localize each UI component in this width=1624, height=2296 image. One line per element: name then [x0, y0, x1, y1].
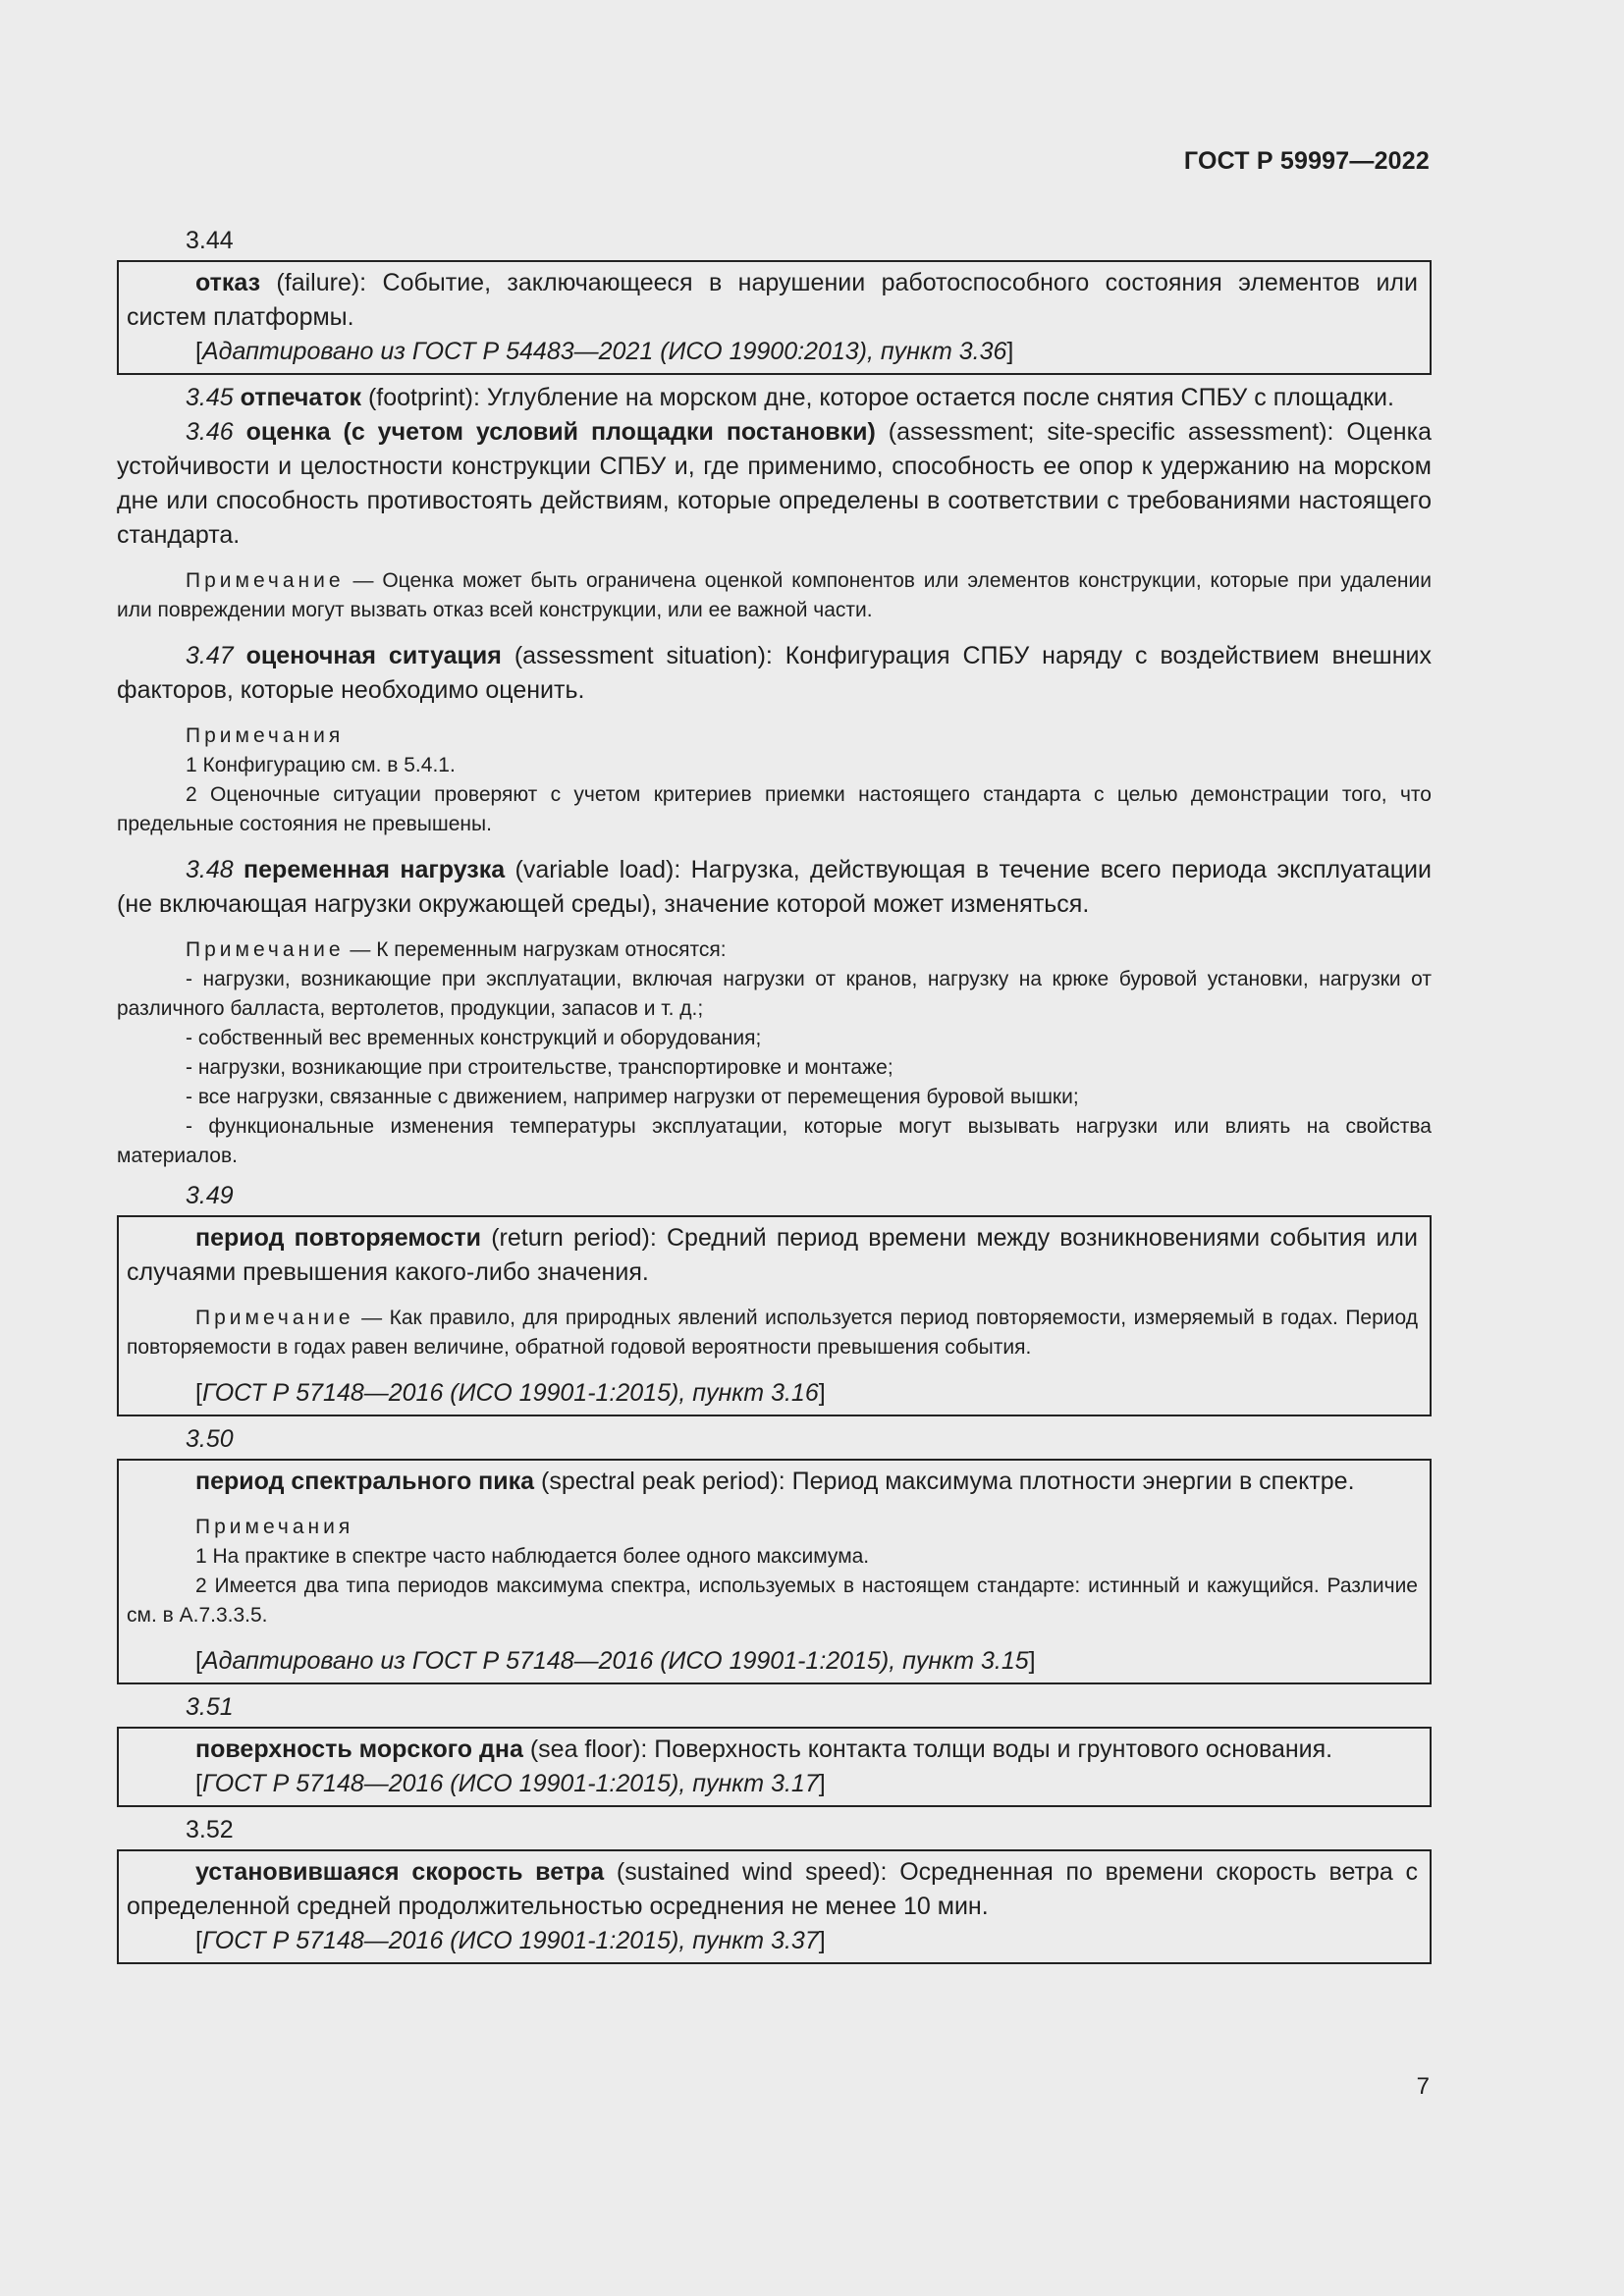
term-box-3-52	[117, 1849, 1432, 1964]
term-name: поверхность морского дна	[195, 1735, 523, 1763]
term-number: 3.52	[186, 1816, 234, 1843]
term-source: [ГОСТ Р 57148—2016 (ИСО 19901-1:2015), пункт 3.16]	[195, 1379, 826, 1407]
term-source: [ГОСТ Р 57148—2016 (ИСО 19901-1:2015), пункт 3.37]	[195, 1927, 826, 1954]
term-3-48	[117, 853, 1432, 1171]
page-number: 7	[1416, 2073, 1430, 2100]
term-number: 3.45	[186, 384, 234, 411]
term-number: 3.49	[186, 1182, 234, 1209]
term-3-46	[117, 415, 1432, 625]
term-number: 3.51	[186, 1693, 234, 1721]
term-definition	[127, 1465, 1418, 1499]
term-name: отказ	[195, 269, 261, 296]
term-note: Примечание — К переменным нагрузкам относятся:	[186, 938, 727, 961]
term-definition	[117, 415, 1432, 553]
note-list-item: - функциональные изменения температуры эксплуатации, которые могут вызывать нагрузки или влиять на свойства материалов.	[117, 1115, 1432, 1167]
term-name: отпечаток	[240, 384, 362, 411]
term-box-3-51	[117, 1727, 1432, 1807]
term-text: (sea floor): Поверхность контакта толщи воды и грунтового основания.	[522, 1735, 1333, 1763]
term-number: 3.46	[186, 418, 234, 446]
note-item: 1 На практике в спектре часто наблюдается более одного максимума.	[195, 1545, 870, 1568]
term-definition	[117, 381, 1432, 415]
term-definition	[127, 266, 1418, 335]
term-text: (footprint): Углубление на морском дне, которое остается после снятия СПБУ с площадки.	[361, 384, 1394, 411]
term-box-3-50	[117, 1459, 1432, 1684]
note-list-item: - все нагрузки, связанные с движением, например нагрузки от перемещения буровой вышки;	[186, 1086, 1079, 1108]
term-definition	[127, 1221, 1418, 1290]
term-source: [ГОСТ Р 57148—2016 (ИСО 19901-1:2015), пункт 3.17]	[195, 1770, 826, 1797]
note-item: 1 Конфигурацию см. в 5.4.1.	[186, 754, 456, 776]
term-name: оценка (с учетом условий площадки постановки)	[245, 418, 876, 446]
term-name: период спектрального пика	[195, 1468, 535, 1495]
term-source: [Адаптировано из ГОСТ Р 57148—2016 (ИСО 19901-1:2015), пункт 3.15]	[195, 1647, 1036, 1675]
term-text: (return period): Средний период времени между возникновениями события или случаями превышения какого-либо значения.	[127, 1224, 1418, 1286]
note-item: 2 Имеется два типа периодов максимума спектра, используемых в настоящем стандарте: истинный и кажущийся. Различие см. в А.7.3.3.5.	[127, 1575, 1418, 1627]
note-list-item: - собственный вес временных конструкций и оборудования;	[186, 1027, 762, 1049]
term-source: [Адаптировано из ГОСТ Р 54483—2021 (ИСО 19900:2013), пункт 3.36]	[195, 338, 1014, 365]
term-3-47	[117, 639, 1432, 839]
term-text: (assessment; site-specific assessment): Оценка устойчивости и целостности конструкции СПБУ и, где применимо, способность ее опор к удержанию на морском дне или способность противостоять действиям, которые определены в соответствии с требованиями настоящего стандарта.	[117, 418, 1432, 549]
term-definition	[127, 1733, 1418, 1767]
term-text: (sustained wind speed): Осредненная по времени скорость ветра с определенной средней продолжительностью осреднения не менее 10 мин.	[127, 1858, 1418, 1920]
content	[117, 224, 1432, 1970]
term-definition	[127, 1855, 1418, 1924]
note-list-item: - нагрузки, возникающие при эксплуатации, включая нагрузки от кранов, нагрузку на крюке буровой установки, нагрузки от различного балласта, вертолетов, продукции, запасов и т. д.;	[117, 968, 1432, 1020]
term-note: Примечание — Оценка может быть ограничена оценкой компонентов или элементов конструкции, которые при удалении или повреждении могут вызвать отказ всей конструкции, или ее важной части.	[117, 569, 1432, 621]
term-number: 3.48	[186, 856, 234, 883]
term-text: (variable load): Нагрузка, действующая в течение всего периода эксплуатации (не включающая нагрузки окружающей среды), значение которой может изменяться.	[117, 856, 1432, 918]
standard-header: ГОСТ Р 59997—2022	[1183, 147, 1430, 175]
term-name: оценочная ситуация	[245, 642, 502, 669]
term-note: Примечание — Как правило, для природных явлений используется период повторяемости, измеряемый в годах. Период повторяемости в годах равен величине, обратной годовой вероятности превышения события.	[127, 1307, 1418, 1359]
term-3-45	[117, 381, 1432, 415]
term-name: период повторяемости	[195, 1224, 481, 1252]
term-name: переменная нагрузка	[244, 856, 506, 883]
term-name: установившаяся скорость ветра	[195, 1858, 605, 1886]
note-list-item: - нагрузки, возникающие при строительстве, транспортировке и монтаже;	[186, 1056, 893, 1079]
term-number: 3.47	[186, 642, 234, 669]
term-definition	[117, 853, 1432, 922]
term-number: 3.44	[186, 227, 234, 254]
note-item: 2 Оценочные ситуации проверяют с учетом критериев приемки настоящего стандарта с целью демонстрации того, что предельные состояния не превышены.	[117, 783, 1432, 835]
term-text: (spectral peak period): Период максимума плотности энергии в спектре.	[534, 1468, 1355, 1495]
term-box-3-44	[117, 260, 1432, 375]
notes-label: Примечания	[195, 1516, 354, 1538]
term-box-3-49	[117, 1215, 1432, 1416]
notes-label: Примечания	[186, 724, 345, 747]
term-text: (assessment situation): Конфигурация СПБУ наряду с воздействием внешних факторов, которые необходимо оценить.	[117, 642, 1432, 704]
term-number: 3.50	[186, 1425, 234, 1453]
term-definition	[117, 639, 1432, 708]
term-text: (failure): Событие, заключающееся в нарушении работоспособного состояния элементов или систем платформы.	[127, 269, 1418, 331]
